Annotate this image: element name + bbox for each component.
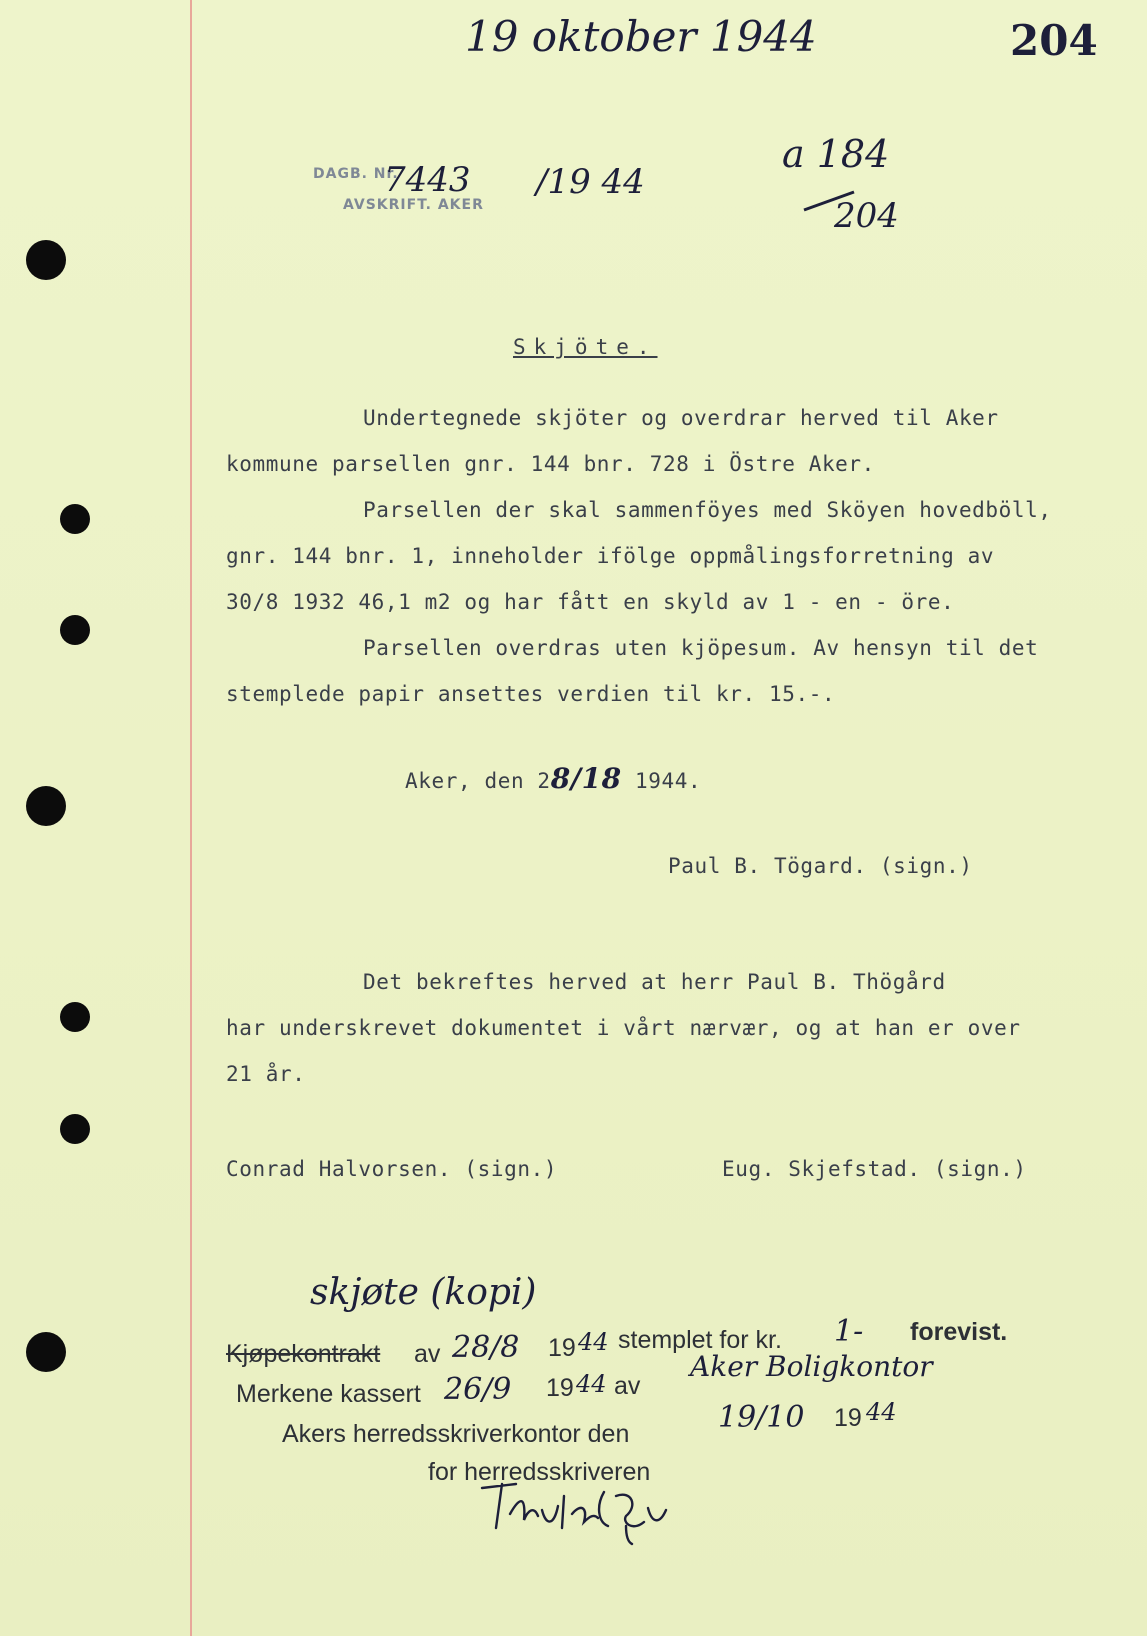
punch-hole bbox=[60, 615, 90, 645]
handwritten-office-date: 19/10 bbox=[718, 1400, 805, 1435]
avskrift-stamp: AVSKRIFT. AKER bbox=[343, 197, 484, 213]
handwritten-ref-top: a 184 bbox=[782, 132, 890, 176]
body-line: gnr. 144 bnr. 1, inneholder ifölge oppmålingsforretning av bbox=[226, 544, 995, 568]
handwritten-contract-date: 28/8 bbox=[452, 1330, 520, 1365]
witness-right: Eug. Skjefstad. (sign.) bbox=[722, 1157, 1027, 1181]
place-date-prefix: Aker, den 2 bbox=[405, 769, 551, 793]
attestation-line: 21 år. bbox=[226, 1062, 306, 1086]
handwritten-skjote-kopi: skjøte (kopi) bbox=[310, 1272, 537, 1313]
stamp-av: av bbox=[414, 1340, 441, 1368]
handwritten-dagbok-year: /19 44 bbox=[536, 162, 645, 202]
signer-line: Paul B. Tögard. (sign.) bbox=[668, 854, 973, 878]
place-date-line bbox=[405, 762, 701, 795]
stamp-for-herredsskriveren: for herredsskriveren bbox=[428, 1458, 651, 1486]
stamp-year-prefix-3: 19 bbox=[834, 1404, 862, 1432]
stamp-stemplet-for-kr: stemplet for kr. bbox=[618, 1326, 782, 1354]
body-line: stemplede papir ansettes verdien til kr. 15.-. bbox=[226, 682, 836, 706]
handwritten-year-2: 44 bbox=[576, 1370, 607, 1398]
handwritten-date: 19 oktober 1944 bbox=[465, 12, 817, 61]
punch-hole bbox=[60, 1114, 90, 1144]
dagbok-stamp-label: DAGB. Nr. bbox=[313, 166, 399, 182]
stamp-office-line: Akers herredsskriverkontor den bbox=[282, 1420, 630, 1448]
stamp-av-2: av bbox=[614, 1372, 641, 1400]
punch-hole bbox=[60, 504, 90, 534]
body-line: Parsellen der skal sammenföyes med Sköyen hovedböll, bbox=[363, 498, 1052, 522]
punch-hole bbox=[26, 240, 66, 280]
attestation-line: har underskrevet dokumentet i vårt nærvær, og at han er over bbox=[226, 1016, 1021, 1040]
handwritten-year-3: 44 bbox=[866, 1398, 897, 1426]
handwritten-year-1: 44 bbox=[578, 1328, 609, 1356]
body-line: 30/8 1932 46,1 m2 og har fått en skyld av 1 - en - öre. bbox=[226, 590, 955, 614]
handwritten-office: Aker Boligkontor bbox=[690, 1350, 933, 1383]
handwritten-dagbok-number: 7443 bbox=[384, 160, 471, 200]
body-line: Parsellen overdras uten kjöpesum. Av hensyn til det bbox=[363, 636, 1039, 660]
handwritten-kassert-date: 26/9 bbox=[444, 1372, 512, 1407]
stamp-forevist: forevist. bbox=[910, 1318, 1008, 1346]
handwritten-ref-bottom: 204 bbox=[834, 196, 899, 236]
stamp-year-prefix: 19 bbox=[548, 1334, 576, 1362]
punch-hole bbox=[60, 1002, 90, 1032]
handwritten-amount: 1- bbox=[834, 1314, 864, 1349]
stamp-merkene-kassert: Merkene kassert bbox=[236, 1380, 421, 1408]
stamp-year-prefix-2: 19 bbox=[546, 1374, 574, 1402]
punch-hole bbox=[26, 786, 66, 826]
stamp-kjopekontrakt: Kjøpekontrakt bbox=[226, 1340, 381, 1368]
attestation-line: Det bekreftes herved at herr Paul B. Thögård bbox=[363, 970, 946, 994]
document-title: Skjöte. bbox=[513, 335, 658, 359]
margin-rule bbox=[190, 0, 192, 1636]
place-date-handwritten: 8/18 bbox=[550, 762, 622, 795]
punch-hole bbox=[26, 1332, 66, 1372]
body-line: kommune parsellen gnr. 144 bnr. 728 i Östre Aker. bbox=[226, 452, 875, 476]
handwritten-page-number: 204 bbox=[1010, 16, 1098, 65]
handwritten-signature bbox=[476, 1466, 676, 1546]
body-line: Undertegnede skjöter og overdrar herved til Aker bbox=[363, 406, 999, 430]
witness-left: Conrad Halvorsen. (sign.) bbox=[226, 1157, 558, 1181]
place-date-suffix: 1944. bbox=[621, 769, 702, 793]
